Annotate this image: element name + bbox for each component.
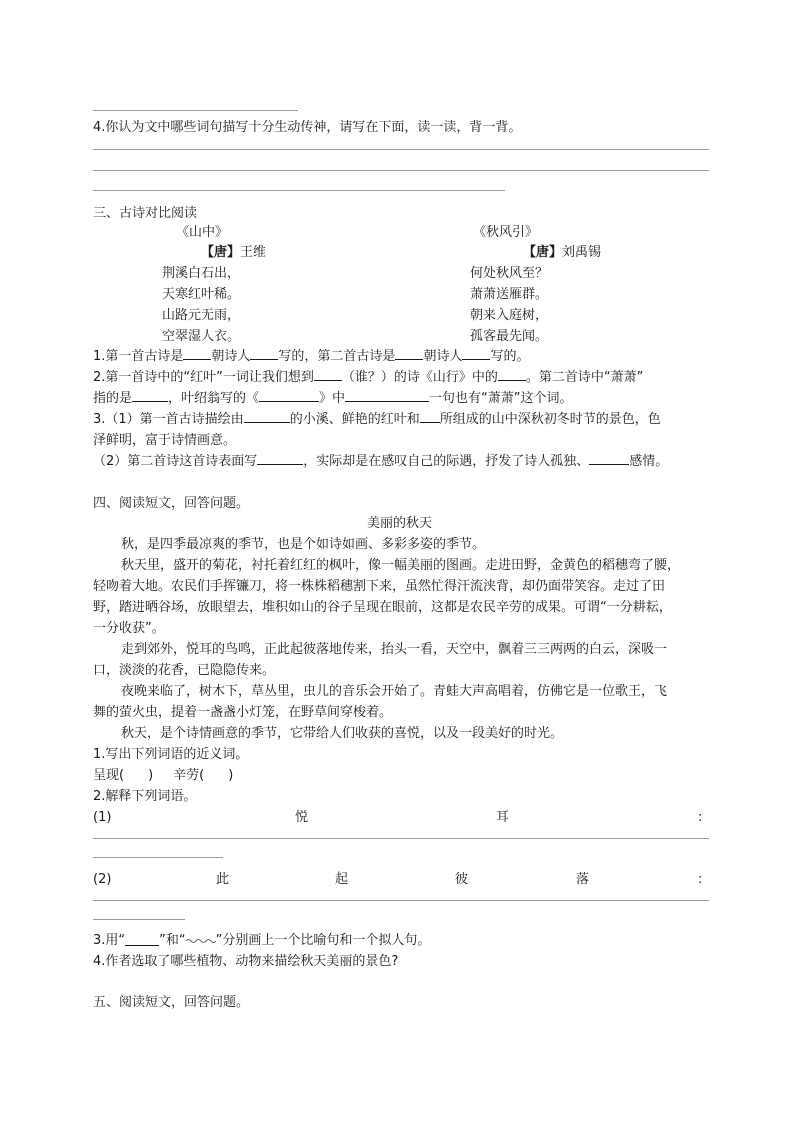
- answer-blank[interactable]: [244, 422, 290, 423]
- passage-line: 秋天里，盛开的菊花，衬托着红红的枫叶，像一幅美丽的图画。走进田野，金黄色的稻穗弯了腰，: [121, 558, 681, 573]
- poem1-author-name: 王维: [240, 245, 267, 260]
- question-4-1-words: [93, 767, 233, 784]
- q-text: ，实际却是在感叹自己的际遇，抒发了诗人孤独、: [303, 454, 590, 469]
- q-text: 写的，第二首古诗是: [278, 349, 396, 364]
- q-text: 3.用“: [93, 933, 126, 948]
- answer-blank[interactable]: [314, 380, 342, 381]
- answer-line[interactable]: [93, 919, 185, 920]
- answer-line[interactable]: [93, 838, 709, 839]
- q-text: 2.第一首诗中的“红叶”一词让我们想到: [93, 370, 314, 385]
- q2-item-num: (2): [93, 872, 112, 887]
- q-text: 1.第一首古诗是: [93, 349, 184, 364]
- passage-line: 舞的萤火虫，提着一盏盏小灯笼，在野草间穿梭着。: [93, 705, 393, 720]
- q-text: 一句也有“萧萧”这个词。: [429, 391, 573, 406]
- poem2-line: 何处秋风至？: [470, 266, 549, 281]
- q-text: 的小溪、鲜艳的红叶和: [289, 412, 420, 427]
- q2-item-char: 起: [335, 872, 349, 887]
- passage-line: 轻吻着大地。农民们手挥镰刀，将一株株稻穗割下来，虽然忙得汗流浃背，却仍面带笑容。走过了田: [93, 579, 666, 594]
- q2-item-char: 此: [216, 872, 230, 887]
- passage-line: 夜晚来临了，树木下，草丛里，虫儿的音乐会开始了。青蛙大声高唱着，仿佛它是一位歌王，飞: [121, 684, 668, 699]
- wavy-line-icon: [186, 937, 216, 945]
- answer-line: [93, 110, 298, 111]
- answer-blank[interactable]: [395, 359, 423, 360]
- poem1-author: [201, 244, 266, 261]
- poem2-author: [523, 244, 601, 261]
- poem2-title: 《秋风引》: [473, 225, 539, 240]
- poem2-line: 朝来入庭树，: [470, 308, 549, 323]
- section-3-heading: 三、古诗对比阅读: [93, 206, 198, 221]
- q-text: 写的。: [490, 349, 530, 364]
- q-text: 朝诗人: [423, 349, 463, 364]
- answer-line[interactable]: [93, 900, 709, 901]
- question-3-3-1: [93, 411, 661, 428]
- answer-line: [93, 149, 709, 150]
- q-text: 辛劳(: [173, 768, 205, 783]
- answer-blank[interactable]: [589, 464, 629, 465]
- q2-item-char: 悦: [295, 810, 309, 825]
- poem2-author-name: 刘禹锡: [562, 245, 602, 260]
- q2-item-char: 落: [576, 872, 590, 887]
- passage-line: 走到郊外，悦耳的鸟鸣，正此起彼落地传来，抬头一看，天空中，飘着三三两两的白云，深吸一: [121, 642, 668, 657]
- poem2-line: 萧萧送雁群。: [470, 287, 549, 302]
- poem2-dynasty: 【唐】: [523, 245, 563, 260]
- answer-blank[interactable]: [345, 401, 429, 402]
- q-text: 。第二首诗中“萧萧”: [525, 370, 644, 385]
- poem1-line: 天寒红叶稀。: [162, 287, 241, 302]
- answer-line: [93, 190, 505, 191]
- q-text: 》中: [319, 391, 346, 406]
- q-text: ): [228, 768, 234, 783]
- q-text: ”分别画上一个比喻句和一个拟人句。: [215, 933, 431, 948]
- section-5-heading: 五、阅读短文，回答问题。: [93, 995, 250, 1010]
- answer-blank[interactable]: [498, 380, 526, 381]
- question-3-2: [93, 369, 643, 386]
- poem1-title: 《山中》: [176, 225, 229, 240]
- q-text: ”和“: [159, 933, 186, 948]
- passage-line: 秋天，是个诗情画意的季节，它带给人们收获的喜悦，以及一段美好的时光。: [121, 726, 564, 741]
- q2-item-colon: :: [698, 872, 703, 887]
- answer-blank[interactable]: [420, 422, 440, 423]
- answer-blank[interactable]: [132, 401, 168, 402]
- q2-item-char: 彼: [455, 872, 469, 887]
- answer-blank[interactable]: [183, 359, 211, 360]
- answer-line[interactable]: [93, 857, 223, 858]
- question-3-3-2: [93, 453, 668, 470]
- question-4-1: 1.写出下列词语的近义词。: [93, 747, 249, 762]
- q2-item-num: (1): [93, 810, 112, 825]
- question-3-3-1-cont: 泽鲜明，富于诗情画意。: [93, 433, 237, 448]
- question-3-1: [93, 348, 529, 365]
- question-2-4: 4.你认为文中哪些词句描写十分生动传神，请写在下面，读一读，背一背。: [93, 120, 522, 135]
- question-4-2: 2.解释下列词语。: [93, 789, 197, 804]
- q-text: 呈现(: [93, 768, 125, 783]
- q-text: ，叶绍翁写的《: [168, 391, 260, 406]
- poem1-line: 空翠湿人衣。: [162, 329, 241, 344]
- q-text: 朝诗人: [211, 349, 251, 364]
- section-4-heading: 四、阅读短文，回答问题。: [93, 496, 250, 511]
- answer-blank[interactable]: [462, 359, 490, 360]
- answer-blank[interactable]: [257, 464, 303, 465]
- q-text: 感情。: [629, 454, 669, 469]
- answer-blank[interactable]: [250, 359, 278, 360]
- poem1-dynasty: 【唐】: [201, 245, 241, 260]
- q2-item-colon: :: [698, 810, 703, 825]
- passage-line: 野，踏进晒谷场，放眼望去，堆积如山的谷子呈现在眼前，这都是农民辛劳的成果。可谓“一分耕耘，: [93, 600, 672, 615]
- passage-title: 美丽的秋天: [367, 516, 433, 531]
- poem1-line: 山路元无雨，: [162, 308, 241, 323]
- q2-item-char: 耳: [496, 810, 510, 825]
- answer-line: [93, 170, 709, 171]
- straight-line-icon: [125, 936, 159, 946]
- question-3-2-cont: [93, 390, 573, 407]
- q-text: （2）第二首诗这首诗表面写: [93, 454, 258, 469]
- q-text: ): [148, 768, 154, 783]
- passage-line: 一分收获”。: [93, 621, 165, 636]
- answer-blank[interactable]: [259, 401, 319, 402]
- question-4-4: 4.作者选取了哪些植物、动物来描绘秋天美丽的景色?: [93, 954, 399, 969]
- poem1-line: 荆溪白石出，: [162, 266, 241, 281]
- q-text: 所组成的山中深秋初冬时节的景色，色: [439, 412, 661, 427]
- q-text: 3.（1）第一首古诗描绘由: [93, 412, 244, 427]
- poem2-line: 孤客最先闻。: [470, 329, 549, 344]
- passage-line: 秋，是四季最凉爽的季节，也是个如诗如画、多彩多姿的季节。: [121, 537, 486, 552]
- q-text: 指的是: [93, 391, 133, 406]
- q-text: （谁？）的诗《山行》中的: [341, 370, 498, 385]
- passage-line: 口，淡淡的花香，已隐隐传来。: [93, 663, 276, 678]
- question-4-3: [93, 932, 430, 949]
